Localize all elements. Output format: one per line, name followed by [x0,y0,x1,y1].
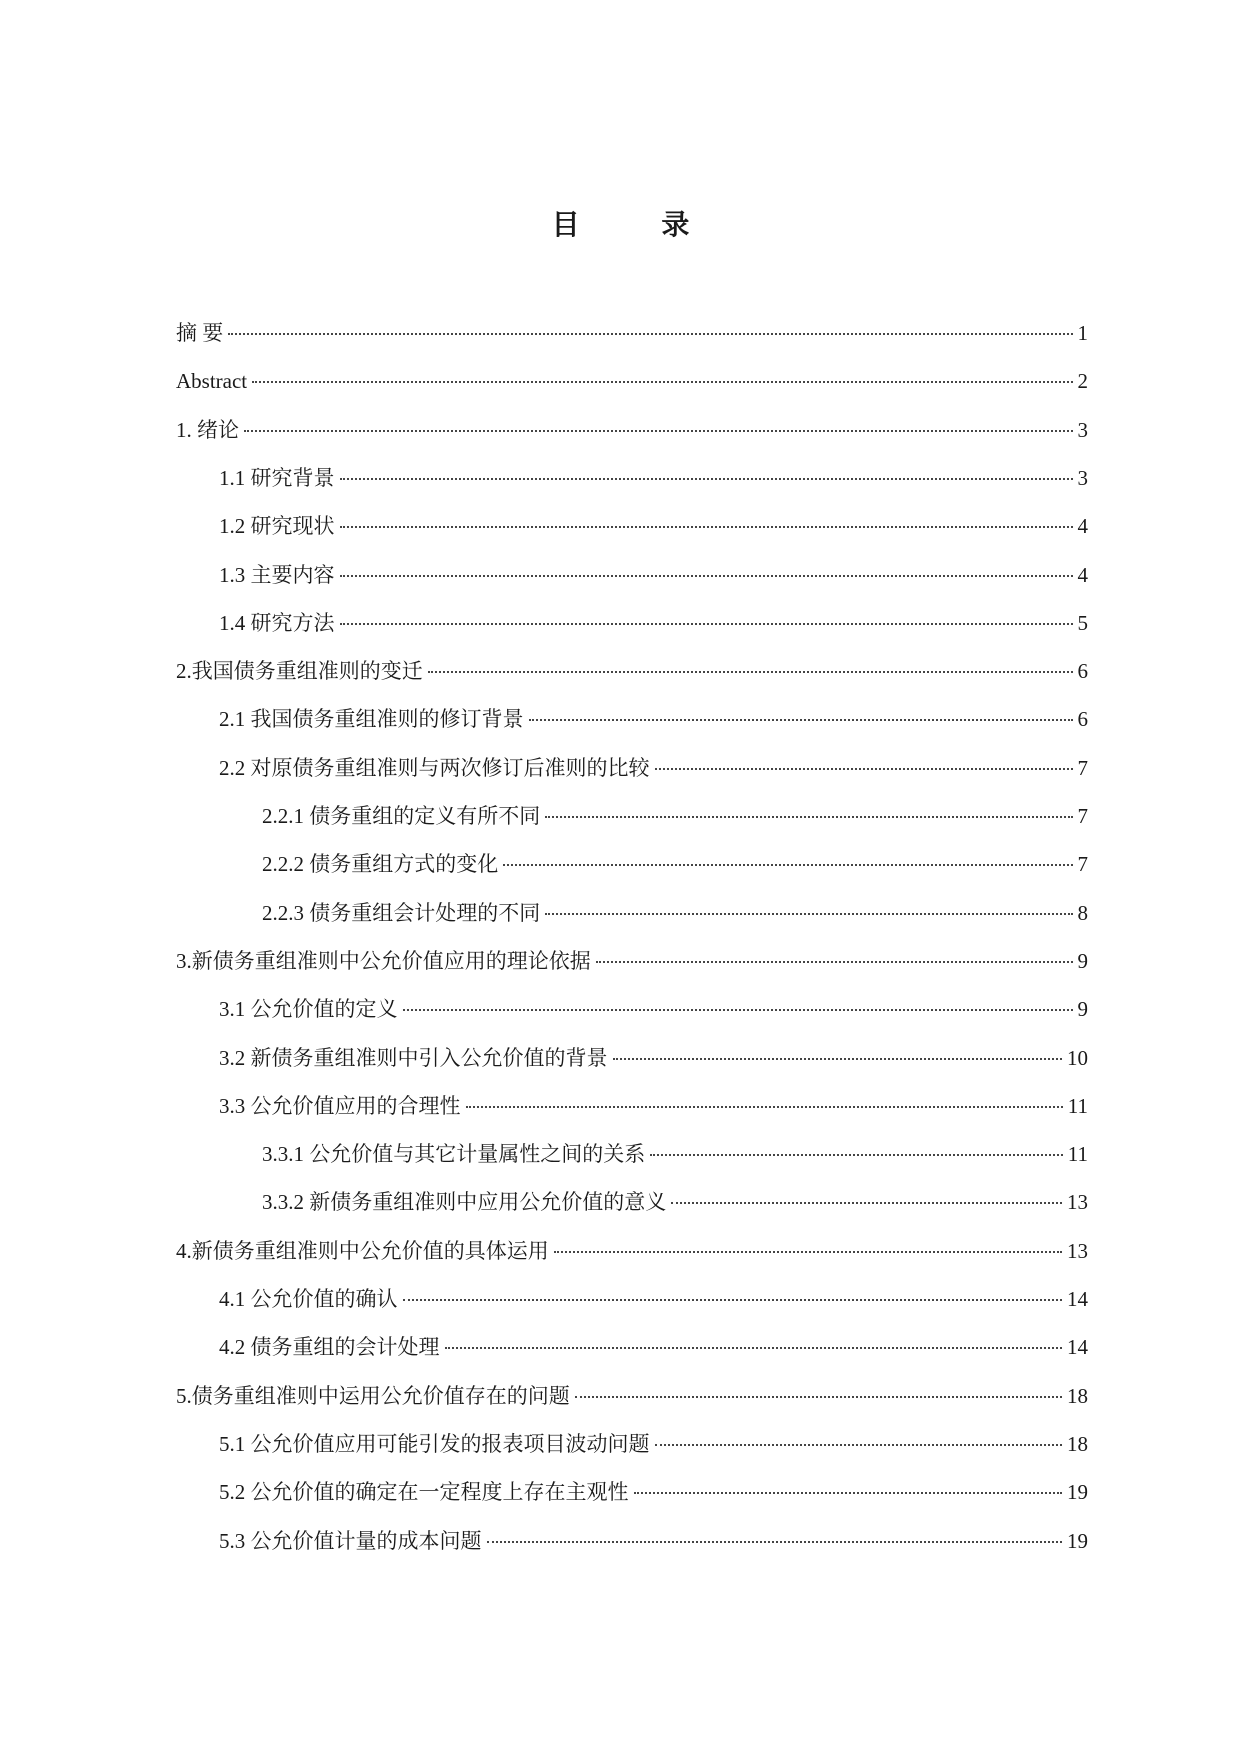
toc-entry-label: 2.2.3 债务重组会计处理的不同 [262,900,541,925]
toc-entry-label: 3.2 新债务重组准则中引入公允价值的背景 [219,1045,608,1070]
toc-entry[interactable] [219,1477,1088,1507]
toc-entry[interactable] [219,511,1088,541]
toc-entry[interactable] [219,608,1088,638]
toc-dot-leader [545,913,1072,915]
toc-dot-leader [340,623,1073,625]
toc-entry-label: 3.1 公允价值的定义 [219,997,398,1022]
toc-entry[interactable] [219,560,1088,590]
toc-entry[interactable] [219,1526,1088,1556]
toc-entry-page-number: 19 [1067,1528,1088,1553]
toc-entry-page-number: 3 [1077,417,1088,442]
toc-dot-leader [650,1154,1063,1156]
toc-entry-label: 5.2 公允价值的确定在一定程度上存在主观性 [219,1480,629,1505]
toc-entry[interactable] [219,994,1088,1024]
toc-entry-page-number: 4 [1077,514,1088,539]
toc-dot-leader [613,1058,1063,1060]
toc-entry-page-number: 9 [1077,997,1088,1022]
toc-entry-label: 3.3.1 公允价值与其它计量属性之间的关系 [262,1142,646,1167]
toc-entry-page-number: 11 [1067,1142,1088,1167]
toc-dot-leader [545,816,1072,818]
toc-entry-page-number: 18 [1067,1383,1088,1408]
toc-entry-label: 5.3 公允价值计量的成本问题 [219,1528,482,1553]
toc-entry[interactable] [262,849,1088,879]
toc-dot-leader [671,1202,1062,1204]
toc-entry-page-number: 5 [1077,610,1088,635]
toc-entry-label: 1.2 研究现状 [219,514,335,539]
toc-entry[interactable] [262,898,1088,928]
toc-entry-page-number: 7 [1077,804,1088,828]
toc-dot-leader [445,1347,1063,1349]
toc-dot-leader [244,430,1073,432]
toc-entry-page-number: 7 [1077,852,1088,877]
toc-entry-label: 1.1 研究背景 [219,465,335,490]
toc-dot-leader [403,1299,1063,1301]
toc-entry-label: 4.2 债务重组的会计处理 [219,1335,440,1360]
toc-entry-label: 1. 绪论 [176,417,239,442]
toc-entry[interactable] [262,1139,1088,1169]
toc-entry-label: 4.1 公允价值的确认 [219,1287,398,1311]
toc-dot-leader [466,1106,1063,1108]
toc-entry-page-number: 4 [1077,562,1088,587]
toc-entry-label: 3.新债务重组准则中公允价值应用的理论依据 [176,948,591,973]
toc-entry-page-number: 14 [1067,1335,1088,1360]
toc-entry-page-number: 11 [1067,1093,1088,1118]
toc-entry-page-number: 8 [1077,900,1088,925]
toc-entry[interactable] [262,801,1088,831]
toc-entry-label: 1.4 研究方法 [219,610,335,635]
toc-entry-page-number: 3 [1077,465,1088,490]
toc-dot-leader [655,1444,1063,1446]
toc-entry[interactable] [176,366,1088,396]
toc-entry-label: 2.2.2 债务重组方式的变化 [262,852,499,877]
toc-entry-label: 2.2 对原债务重组准则与两次修订后准则的比较 [219,755,650,780]
toc-dot-leader [503,864,1072,866]
toc-entry-label: 摘 要 [176,321,224,345]
toc-entry-page-number: 10 [1067,1045,1088,1070]
toc-dot-leader [340,575,1073,577]
toc-entry-page-number: 14 [1067,1287,1088,1311]
toc-title: 目 录 [551,208,726,241]
toc-entry[interactable] [219,1043,1088,1073]
toc-entry[interactable] [219,1332,1088,1362]
toc-dot-leader [487,1541,1063,1543]
toc-entry-page-number: 19 [1067,1480,1088,1505]
toc-entry-label: 5.债务重组准则中运用公允价值存在的问题 [176,1383,570,1408]
toc-entry-page-number: 1 [1077,321,1088,345]
toc-entry-page-number: 6 [1077,707,1088,732]
toc-entry-label: 2.我国债务重组准则的变迁 [176,659,423,684]
toc-entry-page-number: 13 [1067,1238,1088,1263]
toc-entry[interactable] [176,946,1088,976]
toc-dot-leader [228,333,1072,335]
toc-dot-leader [252,381,1072,383]
toc-entry-label: 5.1 公允价值应用可能引发的报表项目波动问题 [219,1431,650,1456]
toc-entry-page-number: 2 [1077,369,1088,394]
toc-dot-leader [634,1492,1063,1494]
toc-dot-leader [529,719,1073,721]
toc-entry[interactable] [262,1187,1088,1217]
toc-dot-leader [554,1251,1062,1253]
toc-entry-label: 1.3 主要内容 [219,562,335,587]
toc-dot-leader [575,1396,1062,1398]
toc-entry[interactable] [219,1091,1088,1121]
toc-entry[interactable] [219,1429,1088,1459]
toc-entry-page-number: 7 [1077,755,1088,780]
toc-dot-leader [340,478,1073,480]
toc-entry-label: 3.3.2 新债务重组准则中应用公允价值的意义 [262,1190,667,1215]
toc-entry[interactable] [219,753,1088,783]
toc-entry[interactable] [219,1284,1088,1314]
toc-dot-leader [428,671,1073,673]
toc-entry-label: 2.1 我国债务重组准则的修订背景 [219,707,524,732]
toc-entry-label: 3.3 公允价值应用的合理性 [219,1093,461,1118]
toc-entry-label: 4.新债务重组准则中公允价值的具体运用 [176,1238,549,1263]
toc-dot-leader [655,768,1073,770]
toc-entry[interactable] [176,1381,1088,1411]
toc-entry[interactable] [176,415,1088,445]
toc-entry-page-number: 18 [1067,1431,1088,1456]
toc-dot-leader [596,961,1073,963]
toc-entry-page-number: 9 [1077,948,1088,973]
toc-entry[interactable] [219,704,1088,734]
toc-entry-page-number: 6 [1077,659,1088,684]
toc-entry-label: Abstract [176,369,248,394]
toc-entry[interactable] [176,318,1088,348]
toc-entry-page-number: 13 [1067,1190,1088,1215]
toc-entry[interactable] [176,1236,1088,1266]
toc-entry[interactable] [176,656,1088,686]
toc-entry-label: 2.2.1 债务重组的定义有所不同 [262,804,541,828]
toc-entry[interactable] [219,463,1088,493]
toc-dot-leader [340,526,1073,528]
toc-dot-leader [403,1009,1073,1011]
